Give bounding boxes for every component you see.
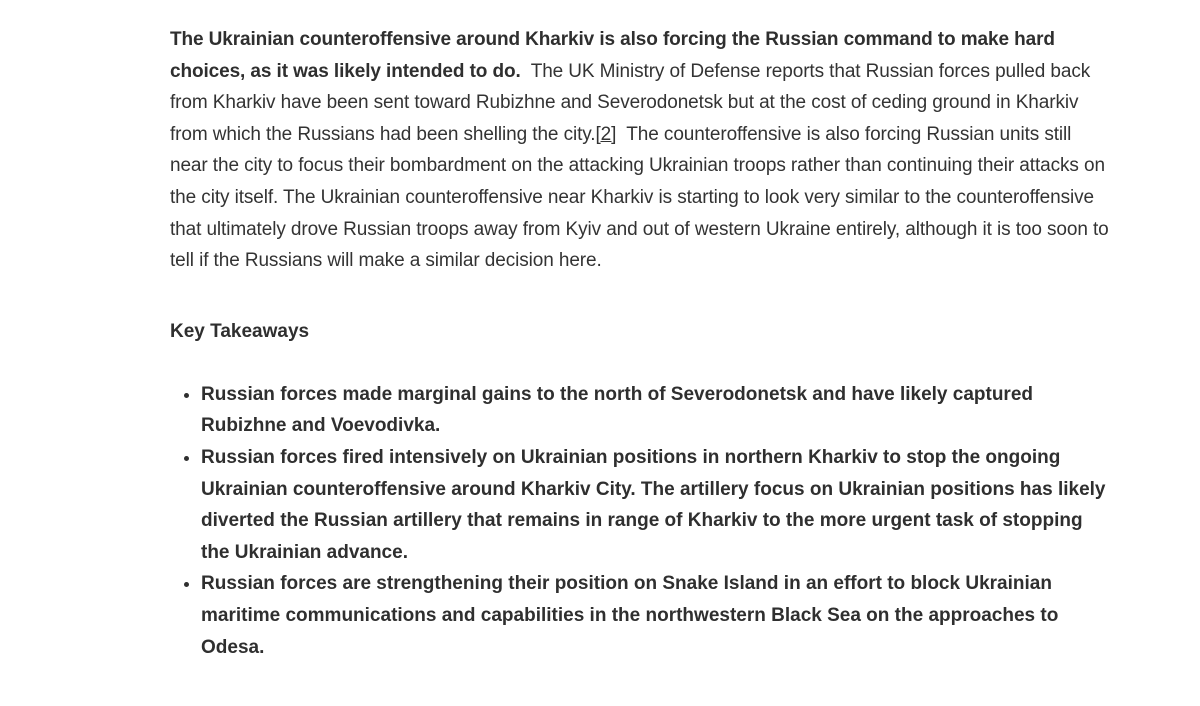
intro-bold-lead: The Ukrainian counteroffensive around Kharkiv is also forcing the Russian command to make hard choices, as it was likely intended to do. (170, 29, 1055, 82)
key-takeaways-list (170, 379, 1110, 663)
takeaway-item: • Russian forces fired intensively on Ukrainian positions in northern Kharkiv to stop the ongoing Ukrainian counteroffensive around Kharkiv City. The artillery focus on Ukrainian positions has likely diverted the Russian artillery that remains in range of Kharkiv to the more urgent task of stopping the Ukrainian advance. (201, 442, 1110, 568)
takeaway-item: • Russian forces made marginal gains to the north of Severodonetsk and have likely captured Rubizhne and Voevodivka. (201, 379, 1110, 442)
key-takeaways-heading: Key Takeaways (170, 320, 310, 342)
intro-text-after-footnote: The counteroffensive is also forcing Russian units still near the city to focus their bombardment on the attacking Ukrainian troops rather than continuing their attacks on the city itself. The Ukrainian counteroffensive near Kharkiv is starting to look very similar to the counteroffensive that ultimately drove Russian troops away from Kyiv and out of western Ukraine entirely, although it is too soon to tell if the Russians will make a similar decision here. (170, 123, 1109, 272)
article-body (170, 24, 1110, 663)
intro-text-before-footnote: The UK Ministry of Defense reports that Russian forces pulled back from Kharkiv have been sent toward Rubizhne and Severodonetsk but at the cost of ceding ground in Kharkiv from which the Russians had been shelling the city. (170, 60, 1091, 145)
intro-paragraph (170, 24, 1110, 277)
footnote-link[interactable]: [2] (595, 123, 617, 145)
takeaway-item: • Russian forces are strengthening their position on Snake Island in an effort to block Ukrainian maritime communications and capabilities in the northwestern Black Sea on the approaches to Odesa. (201, 568, 1110, 663)
